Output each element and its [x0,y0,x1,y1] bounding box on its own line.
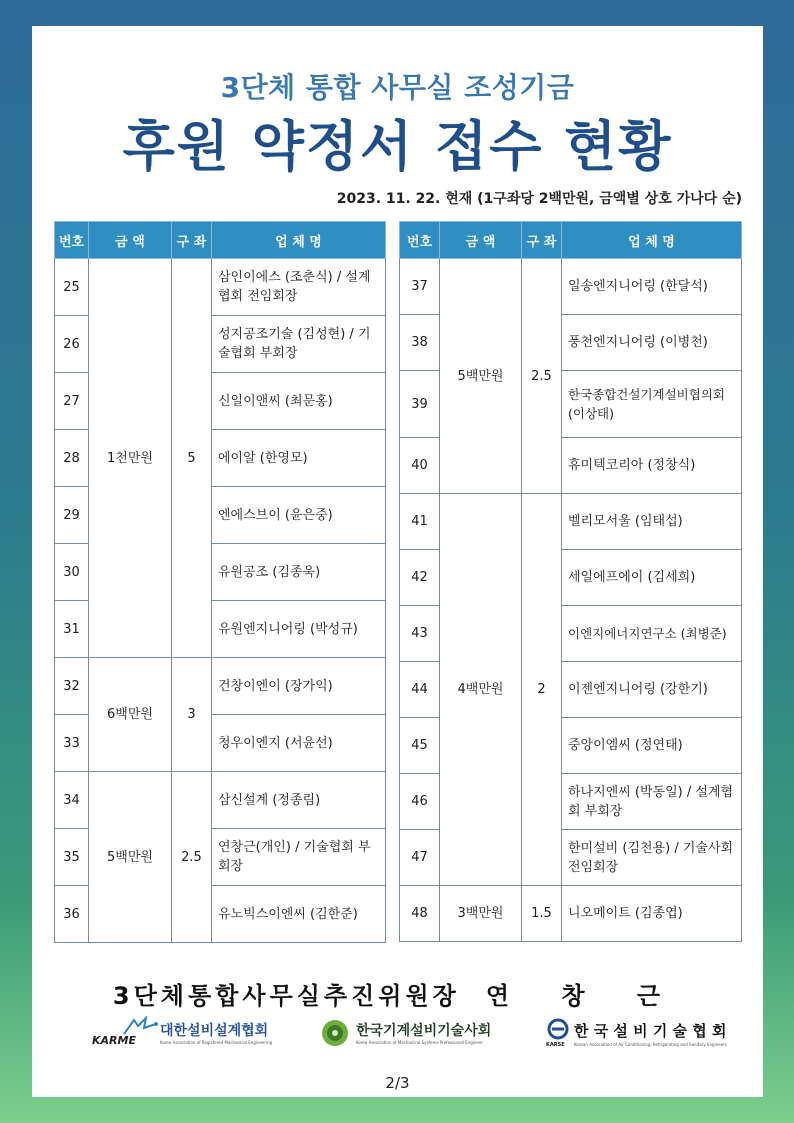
chair-title: 3단체통합사무실추진위원장 [112,982,460,1010]
committee-chair [32,976,763,1011]
row-number: 44 [400,662,440,718]
row-number: 48 [400,886,440,942]
table-row [55,259,386,316]
amount-cell: 5백만원 [89,772,172,943]
karse-abbr: KARSE [546,1042,565,1048]
row-number: 27 [55,373,89,430]
col-header-company: 업 체 명 [212,222,386,259]
amount-cell: 4백만원 [440,494,522,886]
units-cell: 2.5 [172,772,212,943]
table-header-row [55,222,386,259]
company-cell: 풍천엔지니어링 (이병천) [562,315,742,371]
amount-cell: 6백만원 [89,658,172,772]
company-cell: 연창근(개인) / 기술협회 부회장 [212,829,386,886]
company-cell: 성지공조기술 (김성현) / 기술협회 부회장 [212,316,386,373]
row-number: 29 [55,487,89,544]
row-number: 40 [400,438,440,494]
row-number: 34 [55,772,89,829]
karse-name: 한 국 설 비 기 술 협 회 [574,1022,727,1040]
company-cell: 이젠엔지니어링 (강한기) [562,662,742,718]
pledge-table-right [399,221,742,942]
table-row [55,772,386,829]
pledge-table-left [54,221,386,943]
company-cell: 삼신설계 (정종림) [212,772,386,829]
kamspe-logo [316,1016,536,1052]
col-header-no: 번호 [55,222,89,259]
amount-cell: 1천만원 [89,259,172,658]
col-header-no: 번호 [400,222,440,259]
company-cell: 중앙이엠씨 (정연태) [562,718,742,774]
company-cell: 한국종합건설기계설비협의회 (이상태) [562,371,742,438]
document-subtitle: 3단체 통합 사무실 조성기금 [220,71,575,104]
company-cell: 일송엔지니어링 (한달석) [562,259,742,315]
karme-emblem-icon [120,1016,164,1036]
kamspe-emblem-icon [318,1018,352,1048]
units-cell: 3 [172,658,212,772]
row-number: 39 [400,371,440,438]
association-logos [90,1016,730,1056]
row-number: 43 [400,606,440,662]
company-cell: 니오메이트 (김종엽) [562,886,742,942]
company-cell: 건창이엔이 (장가익) [212,658,386,715]
row-number: 30 [55,544,89,601]
units-cell: 5 [172,259,212,658]
row-number: 28 [55,430,89,487]
col-header-company: 업 체 명 [562,222,742,259]
document-title: 후원 약정서 접수 현황 [122,115,673,178]
table-row [400,886,742,942]
karme-name: 대한설비설계협회 [160,1023,269,1039]
company-cell: 이엔지에너지연구소 (최병준) [562,606,742,662]
row-number: 36 [55,886,89,943]
karse-sub: Korean Association of Air Conditioning, Refrigerating and Sanitary Engineers [574,1042,727,1047]
page-number: 2/3 [385,1074,410,1092]
company-cell: 유원공조 (김종욱) [212,544,386,601]
company-cell: 유원엔지니어링 (박성규) [212,601,386,658]
kamspe-sub: Korea Association of Mechanical Systems Professional Engineer [356,1040,483,1045]
company-cell: 유노빅스이엔씨 (김한준) [212,886,386,943]
row-number: 25 [55,259,89,316]
dateline: 2023. 11. 22. 현재 (1구좌당 2백만원, 금액별 상호 가나다 순) [336,191,742,207]
company-cell: 청우이엔지 (서윤선) [212,715,386,772]
document-page [32,26,763,1097]
row-number: 46 [400,774,440,830]
table-header-row [400,222,742,259]
company-cell: 세일에프에이 (김세희) [562,550,742,606]
karme-abbr: KARME [92,1034,136,1047]
row-number: 45 [400,718,440,774]
table-row [400,259,742,315]
row-number: 37 [400,259,440,315]
kamspe-name: 한국기계설비기술사회 [356,1023,492,1039]
row-number: 35 [55,829,89,886]
units-cell: 2.5 [522,259,562,494]
col-header-amount: 금 액 [89,222,172,259]
row-number: 42 [400,550,440,606]
amount-cell: 5백만원 [440,259,522,494]
company-cell: 신일이앤씨 (최문홍) [212,373,386,430]
company-cell: 벨리모서울 (임태섭) [562,494,742,550]
company-cell: 에이알 (한영모) [212,430,386,487]
col-header-units: 구 좌 [172,222,212,259]
row-number: 32 [55,658,89,715]
row-number: 41 [400,494,440,550]
amount-cell: 3백만원 [440,886,522,942]
company-cell: 한미설비 (김천용) / 기술사회 전임회장 [562,830,742,886]
units-cell: 2 [522,494,562,886]
units-cell: 1.5 [522,886,562,942]
company-cell: 엔에스브이 (윤은중) [212,487,386,544]
row-number: 47 [400,830,440,886]
company-cell: 삼인이에스 (조춘식) / 설계협회 전임회장 [212,259,386,316]
company-cell: 하나지엔씨 (박동일) / 설계협회 부회장 [562,774,742,830]
col-header-units: 구 좌 [522,222,562,259]
row-number: 33 [55,715,89,772]
company-cell: 휴미텍코리아 (정창식) [562,438,742,494]
row-number: 26 [55,316,89,373]
row-number: 31 [55,601,89,658]
karme-logo [90,1016,300,1052]
row-number: 38 [400,315,440,371]
col-header-amount: 금 액 [440,222,522,259]
table-row [55,658,386,715]
karse-emblem-icon [546,1018,570,1040]
chair-name: 연 창 근 [485,982,683,1010]
karse-logo [546,1016,730,1052]
table-row [400,494,742,550]
karme-sub: Korea Association of Registered Mechanical Engineering [160,1040,273,1045]
